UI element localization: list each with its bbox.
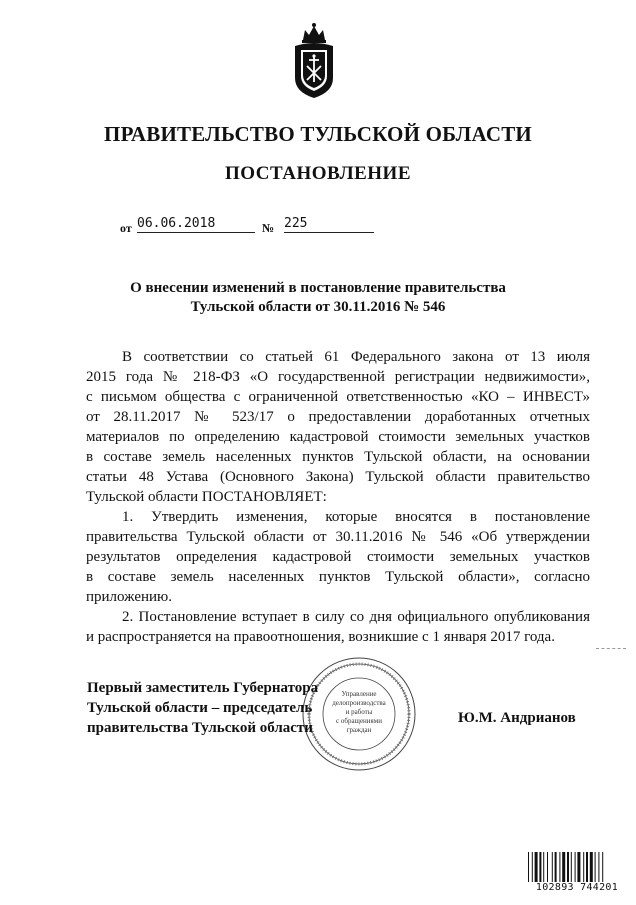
barcode-bar	[571, 852, 572, 882]
registration-line	[120, 214, 420, 236]
barcode-bar	[535, 852, 538, 882]
barcode-bar	[555, 852, 557, 882]
barcode-bar	[586, 852, 588, 882]
document-body	[86, 347, 590, 647]
barcode-bar	[539, 852, 541, 882]
date-label: от	[120, 221, 132, 235]
barcode-bar	[532, 852, 533, 882]
seal-text: и работы	[345, 708, 373, 716]
body-line: 2015 года № 218-ФЗ «О государственной регистрации недвижимости»,	[86, 369, 590, 385]
seal-text: Управление	[341, 690, 377, 698]
seal-text: с обращениями	[336, 717, 382, 725]
body-line: и распространяется на правоотношения, возникшие с 1 января 2017 года.	[86, 629, 555, 645]
government-title: ПРАВИТЕЛЬСТВО ТУЛЬСКОЙ ОБЛАСТИ	[104, 122, 532, 146]
barcode-bar	[547, 852, 548, 882]
body-line: 2. Постановление вступает в силу со дня официального опубликования	[122, 609, 590, 625]
date-value: 06.06.2018	[137, 216, 255, 233]
seal-text: граждан	[346, 726, 372, 734]
barcode-bar	[583, 852, 584, 882]
body-line: статьи 48 Устава (Основного Закона) Тульской области правительство	[86, 469, 590, 485]
body-line: В соответствии со статьей 61 Федерального закона от 13 июля	[122, 349, 590, 365]
body-line: правительства Тульской области от 30.11.2016 № 546 «Об утверждении	[86, 529, 590, 545]
barcode-bar	[559, 852, 560, 882]
number-value: 225	[284, 216, 374, 233]
subject-line: О внесении изменений в постановление правительства	[130, 280, 506, 296]
number-label: №	[262, 221, 275, 235]
barcode-bar	[575, 852, 576, 882]
barcode-bar	[577, 852, 580, 882]
barcode-bar	[602, 852, 603, 882]
signatory-name: Ю.М. Андрианов	[458, 710, 576, 726]
barcode-bar	[543, 852, 544, 882]
body-line: Тульской области ПОСТАНОВЛЯЕТ:	[86, 489, 327, 505]
body-line: от 28.11.2017 № 523/17 о предоставлении доработанных отчетных	[86, 409, 590, 425]
barcode-bar	[567, 852, 569, 882]
barcode-bar	[598, 852, 599, 882]
document-subject	[100, 279, 536, 317]
body-line: в составе земель населенных пунктов Тульской области», согласно	[86, 569, 590, 585]
subject-line: Тульской области от 30.11.2016 № 546	[190, 299, 446, 315]
position-line: правительства Тульской области	[87, 720, 313, 736]
barcode-bar	[590, 852, 593, 882]
body-line: 1. Утвердить изменения, которые вносятся в постановление	[122, 509, 590, 525]
body-line: приложению.	[86, 589, 173, 605]
body-line: с письмом общества с ограниченной ответственностью «КО – ИНВЕСТ»	[86, 389, 590, 405]
position-line: Тульской области – председатель	[87, 700, 313, 716]
document-type: ПОСТАНОВЛЕНИЕ	[224, 163, 412, 184]
seal-text: делопроизводства	[332, 699, 386, 707]
signatory-position	[87, 678, 347, 738]
barcode-bar	[528, 852, 529, 882]
body-line: результатов определения кадастровой стоимости земельных участков	[86, 549, 590, 565]
body-line: материалов по определению кадастровой стоимости земельных участков	[86, 429, 590, 445]
coat-of-arms-icon	[289, 22, 339, 100]
barcode-number: 102893 744201	[527, 882, 627, 893]
barcode-bar	[562, 852, 565, 882]
position-line: Первый заместитель Губернатора	[87, 680, 319, 696]
body-line: в составе земель населенных пунктов Тульской области, на основании	[86, 449, 590, 465]
margin-mark	[596, 648, 626, 649]
barcode-bar	[552, 852, 553, 882]
barcode-bar	[595, 852, 596, 882]
